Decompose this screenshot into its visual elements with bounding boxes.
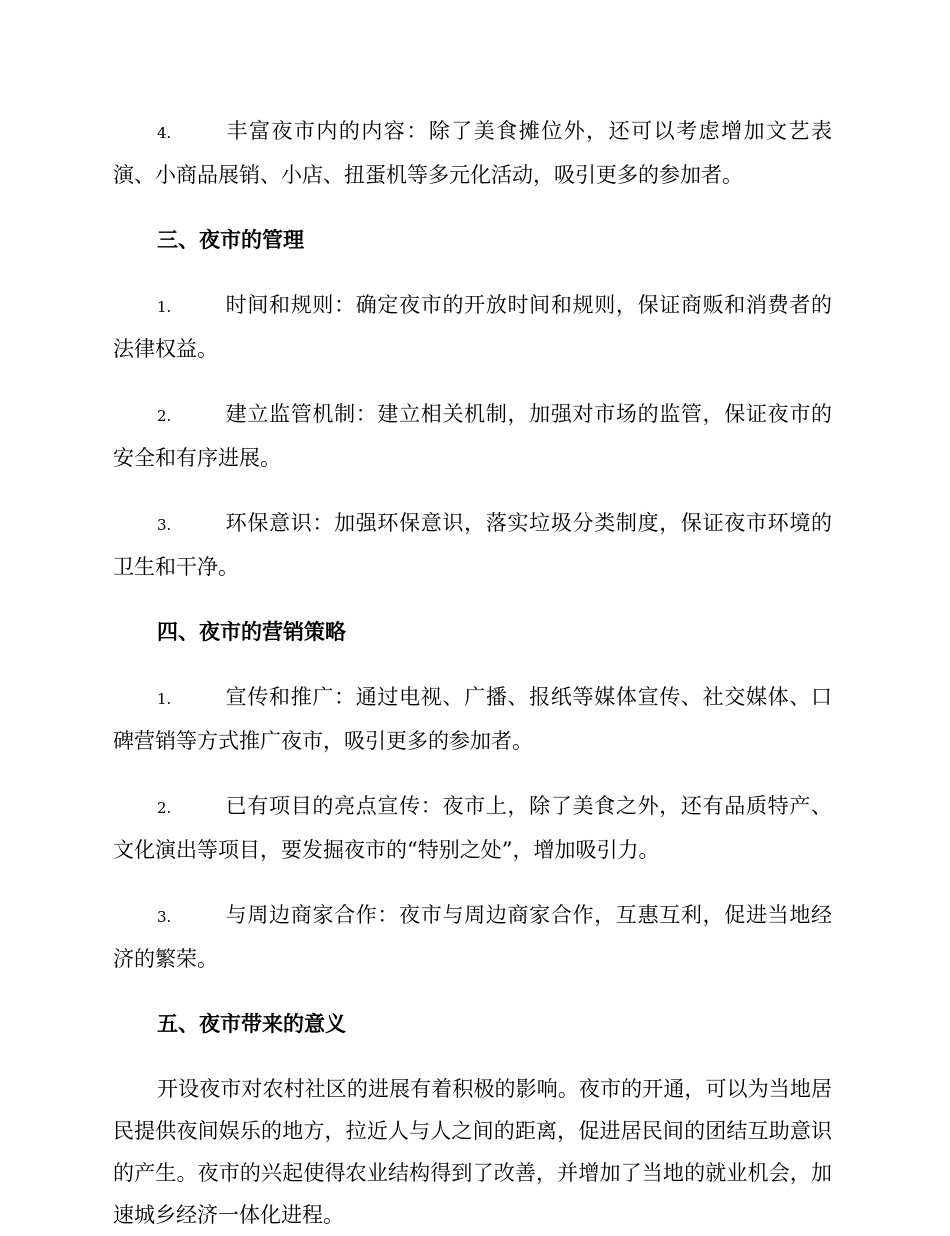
list-item — [113, 393, 832, 479]
list-item — [113, 110, 832, 196]
list-item — [113, 284, 832, 370]
section-heading: 五、夜市带来的意义 — [157, 1011, 346, 1036]
item-text: 与周边商家合作：夜市与周边商家合作，互惠互利，促进当地经济的繁荣。 — [113, 903, 832, 971]
item-text: 丰富夜市内的内容：除了美食摊位外，还可以考虑增加文艺表演、小商品展销、小店、扭蛋机等多元化活动，吸引更多的参加者。 — [113, 119, 832, 187]
item-number: 2. — [157, 799, 172, 817]
item-text: 宣传和推广：通过电视、广播、报纸等媒体宣传、社交媒体、口碑营销等方式推广夜市，吸引更多的参加者。 — [113, 685, 832, 753]
list-item — [113, 894, 832, 980]
item-text: 已有项目的亮点宣传：夜市上，除了美食之外，还有品质特产、文化演出等项目，要发掘夜市的“特别之处”，增加吸引力。 — [113, 794, 832, 862]
item-number: 1. — [157, 690, 172, 708]
item-text: 时间和规则：确定夜市的开放时间和规则，保证商贩和消费者的法律权益。 — [113, 293, 832, 361]
list-item — [113, 502, 832, 588]
body-paragraph: 开设夜市对农村社区的进展有着积极的影响。夜市的开通，可以为当地居民提供夜间娱乐的地方，拉近人与人之间的距离，促进居民间的团结互助意识的产生。夜市的兴起使得农业结构得到了改善，并增加了当地的就业机会，加速城乡经济一体化进程。 — [113, 1077, 832, 1227]
section-heading: 三、夜市的管理 — [157, 227, 304, 252]
item-number: 2. — [157, 407, 172, 425]
item-text: 建立监管机制：建立相关机制，加强对市场的监管，保证夜市的安全和有序进展。 — [113, 402, 832, 470]
item-text: 环保意识：加强环保意识，落实垃圾分类制度，保证夜市环境的卫生和干净。 — [113, 511, 832, 579]
list-item — [113, 785, 832, 871]
section-heading: 四、夜市的营销策略 — [157, 619, 346, 644]
list-item — [113, 676, 832, 762]
item-number: 3. — [157, 516, 172, 534]
item-number: 4. — [157, 124, 172, 142]
item-number: 3. — [157, 908, 172, 926]
item-number: 1. — [157, 298, 172, 316]
